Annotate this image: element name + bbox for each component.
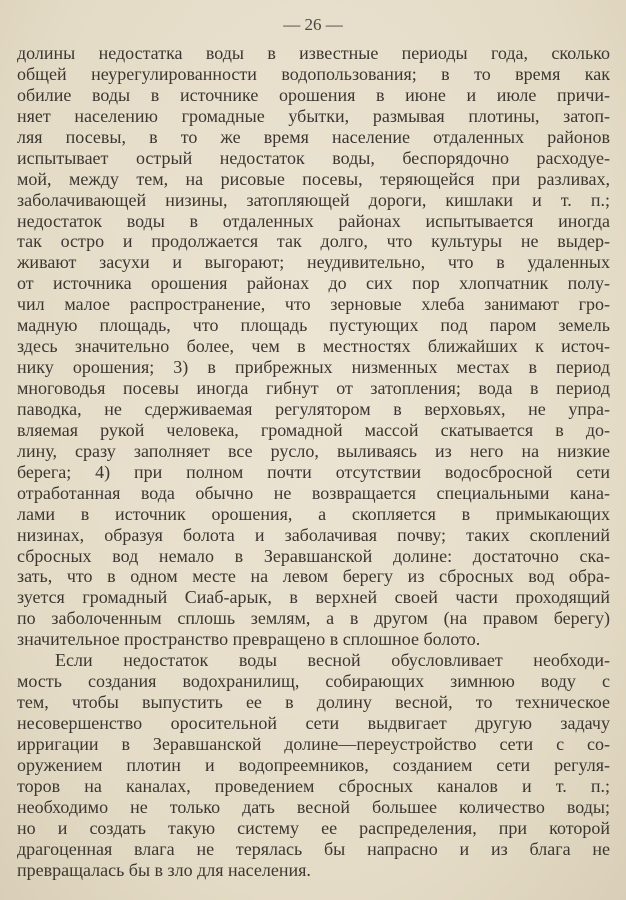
- text-line: зуется громадный Сиаб-арык, в верхней своей части проходящий: [17, 587, 610, 608]
- page-number: — 26 —: [283, 15, 343, 34]
- text-line: но и создать такую систему ее распределения, при которой: [17, 817, 610, 838]
- text-line: обилие воды в источнике орошения в июне и июле причи-: [17, 84, 610, 105]
- text-line: вляемая рукой человека, громадной массой скатывается в до-: [17, 419, 610, 440]
- text-line: долины недостатка воды в известные периоды года, сколько: [17, 43, 610, 63]
- text-line: необходимо не только дать весной большее количество воды;: [17, 796, 610, 817]
- text-line: несовершенство оросительной сети выдвигает другую задачу: [17, 713, 610, 733]
- text-line: чил малое распространение, что зерновые хлеба занимают гро-: [17, 294, 610, 315]
- text-line: недостаток воды в отдаленных районах испытывается иногда: [17, 210, 610, 231]
- text-line: превращалась бы в зло для населения.: [17, 859, 311, 880]
- text-line: оружением плотин и водопреемников, созданием сети регуля-: [17, 754, 610, 775]
- text-line: мой, между тем, на рисовые посевы, теряющейся при разливах,: [17, 168, 610, 189]
- text-line: многоводья посевы иногда гибнут от затопления; вода в период: [17, 378, 610, 398]
- text-line: торов на каналах, проведением сбросных каналов и т. п.;: [17, 775, 610, 796]
- text-line: отработанная вода обычно не возвращается специальными кана-: [17, 482, 610, 503]
- text-line: по заболоченным сплошь землям, а в другом (на правом берегу): [17, 608, 610, 629]
- text-line: тем, чтобы выпустить ее в долину весной, то техническое: [17, 692, 610, 713]
- body-text: [17, 43, 610, 881]
- text-line: заболачивающей низины, затопляющей дороги, кишлаки и т. п.;: [17, 189, 610, 210]
- text-line: мадную площадь, что площадь пустующих под паром земель: [17, 315, 610, 336]
- paragraph: [17, 43, 610, 650]
- text-line: низинах, образуя болота и заболачивая почву; таких скоплений: [17, 524, 610, 545]
- text-line: паводка, не сдерживаемая регулятором в верховьях, не упра-: [17, 398, 610, 419]
- text-line: драгоценная влага не терялась бы напрасно и из блага не: [17, 838, 610, 859]
- text-line: испытывает острый недостаток воды, беспорядочно расходуе-: [17, 147, 610, 168]
- text-line: ирригации в Зеравшанской долине—переустройство сети с со-: [17, 733, 610, 754]
- text-line: берега; 4) при полном почти отсутствии водосбросной сети: [17, 461, 610, 482]
- text-line: мость создания водохранилищ, собирающих зимнюю воду с: [17, 671, 610, 692]
- text-line: живают засухи и выгорают; неудивительно, что в удаленных: [17, 252, 610, 273]
- text-line: нику орошения; 3) в прибрежных низменных местах в период: [17, 357, 610, 378]
- text-line: сбросных вод немало в Зеравшанской долине: достаточно ска-: [17, 545, 610, 566]
- text-line: лами в источник орошения, а скопляется в примыкающих: [17, 503, 610, 524]
- text-line: здесь значительно более, чем в местностях ближайших к источ-: [17, 336, 610, 357]
- text-line: лину, сразу заполняет все русло, выливаясь из него на низкие: [17, 440, 610, 461]
- text-line: так остро и продолжается так долго, что культуры не выдер-: [17, 231, 610, 252]
- text-line: зать, что в одном месте на левом берегу из сбросных вод обра-: [17, 566, 610, 587]
- text-line: общей неурегулированности водопользования; в то время как: [17, 63, 610, 84]
- text-line: от источника орошения районах до сих пор хлопчатник полу-: [17, 273, 610, 294]
- text-line: Если недостаток воды весной обусловливает необходи-: [55, 650, 610, 671]
- text-line: ляя посевы, в то же время население отдаленных районов: [17, 126, 610, 147]
- paragraph: [17, 650, 610, 880]
- text-line: значительное пространство превращено в сплошное болото.: [17, 629, 481, 650]
- text-line: няет населению громадные убытки, размывая плотины, затоп-: [17, 105, 610, 126]
